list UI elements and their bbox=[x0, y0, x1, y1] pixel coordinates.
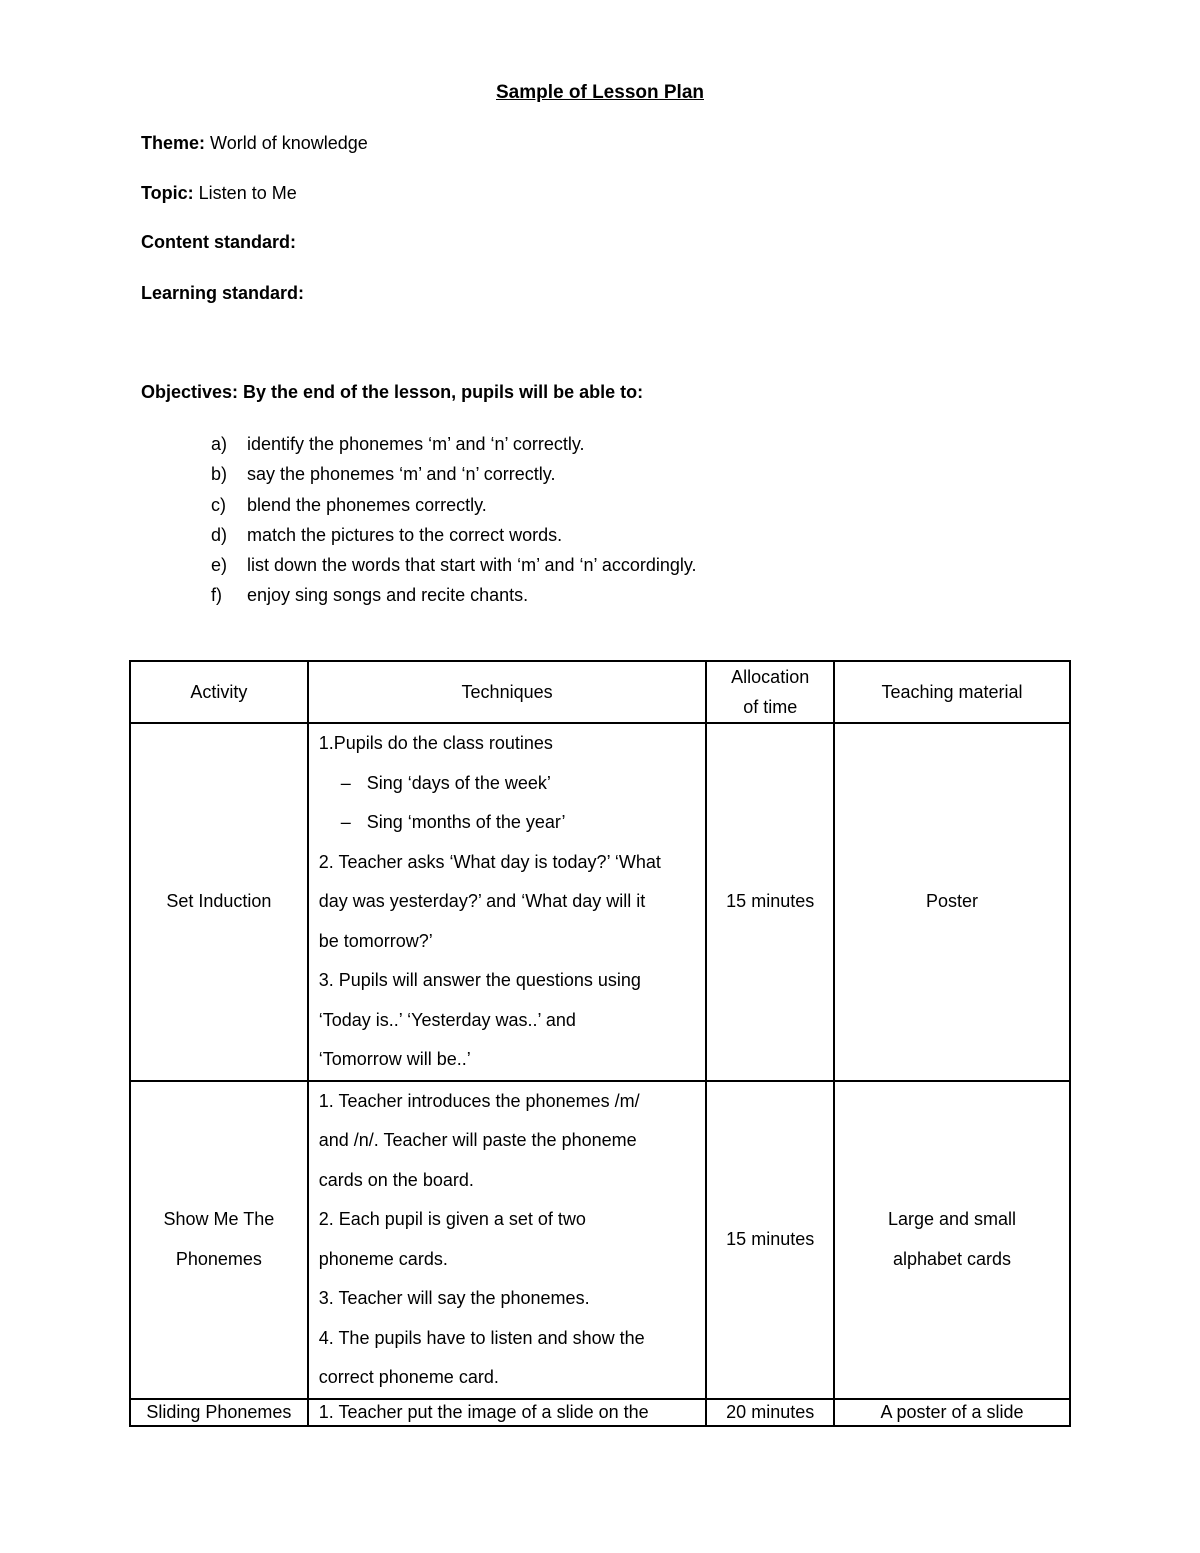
table-header-row bbox=[130, 661, 1070, 723]
table-row bbox=[130, 723, 1070, 1081]
technique-line: day was yesterday?’ and ‘What day will it bbox=[318, 891, 646, 911]
technique-line: 3. Pupils will answer the questions using bbox=[318, 970, 641, 990]
technique-line: 2. Teacher asks ‘What day is today?’ ‘What bbox=[318, 851, 661, 872]
document-title: Sample of Lesson Plan bbox=[496, 82, 704, 103]
objective-letter: e) bbox=[211, 555, 228, 576]
activity-line: Phonemes bbox=[175, 1248, 262, 1269]
objective-text: list down the words that start with ‘m’ and ‘n’ accordingly. bbox=[247, 555, 697, 576]
objective-text: identify the phonemes ‘m’ and ‘n’ correctly. bbox=[247, 434, 585, 454]
technique-bullet: – Sing ‘months of the year’ bbox=[319, 803, 706, 843]
objective-letter: d) bbox=[211, 524, 228, 545]
content-standard-label: Content standard: bbox=[141, 232, 296, 252]
lesson-plan-table bbox=[129, 660, 1071, 1427]
learning-standard-line bbox=[141, 283, 304, 304]
table-row bbox=[130, 1399, 1070, 1426]
topic-label: Topic: bbox=[141, 183, 194, 203]
material-cell bbox=[834, 1081, 1070, 1399]
material-cell: A poster of a slide bbox=[834, 1399, 1070, 1426]
material-line: alphabet cards bbox=[892, 1248, 1012, 1269]
topic-line bbox=[141, 183, 297, 204]
objectives-heading: Objectives: By the end of the lesson, pupils will be able to: bbox=[141, 382, 644, 402]
objective-letter: b) bbox=[211, 464, 228, 485]
learning-standard-label: Learning standard: bbox=[141, 283, 305, 303]
technique-line: 2. Each pupil is given a set of two bbox=[318, 1209, 586, 1229]
time-cell: 20 minutes bbox=[706, 1399, 834, 1426]
technique-bullet: – Sing ‘days of the week’ bbox=[319, 764, 706, 804]
header-activity: Activity bbox=[130, 661, 308, 723]
content-standard-line bbox=[141, 232, 296, 253]
technique-line: ‘Tomorrow will be..’ bbox=[318, 1049, 471, 1069]
topic-value: Listen to Me bbox=[198, 183, 297, 203]
material-cell: Poster bbox=[834, 723, 1070, 1081]
header-techniques: Techniques bbox=[308, 661, 707, 723]
header-allocation bbox=[706, 661, 834, 723]
theme-value: World of knowledge bbox=[210, 133, 368, 153]
techniques-cell: 1. Teacher put the image of a slide on the bbox=[308, 1399, 707, 1426]
objective-letter: a) bbox=[211, 434, 228, 454]
theme-line bbox=[141, 133, 368, 154]
technique-line: cards on the board. bbox=[318, 1169, 474, 1190]
technique-line: 1.Pupils do the class routines bbox=[318, 733, 553, 753]
objective-letter: f) bbox=[211, 585, 222, 606]
activity-cell bbox=[130, 1081, 308, 1399]
techniques-cell bbox=[308, 1081, 707, 1399]
activity-cell: Sliding Phonemes bbox=[130, 1399, 308, 1426]
header-material: Teaching material bbox=[834, 661, 1070, 723]
technique-line: 1. Teacher introduces the phonemes /m/ bbox=[318, 1090, 640, 1111]
objective-text: match the pictures to the correct words. bbox=[247, 524, 563, 545]
objective-text: enjoy sing songs and recite chants. bbox=[247, 585, 529, 606]
activity-cell: Set Induction bbox=[130, 723, 308, 1081]
header-allocation-line2: of time bbox=[743, 697, 798, 717]
technique-line: 3. Teacher will say the phonemes. bbox=[318, 1288, 590, 1308]
material-line: Large and small bbox=[887, 1209, 1017, 1229]
time-cell: 15 minutes bbox=[706, 1081, 834, 1399]
activity-line: Show Me The bbox=[163, 1209, 275, 1229]
theme-label: Theme: bbox=[141, 133, 206, 153]
technique-line: ‘Today is..’ ‘Yesterday was..’ and bbox=[318, 1009, 576, 1030]
technique-line: phoneme cards. bbox=[318, 1248, 448, 1269]
objective-letter: c) bbox=[211, 494, 226, 515]
objective-text: blend the phonemes correctly. bbox=[247, 494, 487, 515]
technique-line: and /n/. Teacher will paste the phoneme bbox=[318, 1130, 637, 1150]
techniques-cell bbox=[308, 723, 707, 1081]
table-row bbox=[130, 1081, 1070, 1399]
technique-line: 4. The pupils have to listen and show the bbox=[318, 1327, 645, 1348]
time-cell: 15 minutes bbox=[706, 723, 834, 1081]
header-allocation-line1: Allocation bbox=[731, 667, 810, 687]
technique-line: be tomorrow?’ bbox=[318, 930, 433, 951]
objective-text: say the phonemes ‘m’ and ‘n’ correctly. bbox=[247, 464, 556, 485]
technique-line: correct phoneme card. bbox=[318, 1367, 499, 1387]
